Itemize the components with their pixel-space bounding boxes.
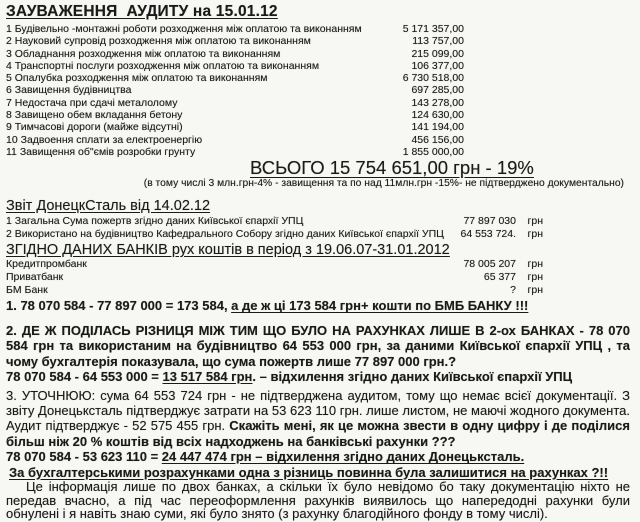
audit-item-amount: 113 757,00 [412,35,464,48]
audit-total-note: (в тому числі 3 млн.грн-4% - завищення та по над 11млн.грн -15%- не підтверджено документально) [143,178,624,190]
currency-label: грн [527,257,543,270]
deviation-donetsksteel [6,449,630,464]
bank-amount: 65 377 [483,270,516,283]
deviation-kyiv-calc: 78 070 584 - 64 553 000 = [6,369,163,385]
bank-row [6,271,630,284]
audit-item-row [6,72,630,84]
spacer [464,60,630,72]
audit-item-label: 2 Науковий супровід розходження між оплатою та виконанням [6,35,311,48]
deviation-kyiv-eparchy [6,369,630,384]
audit-item-amount: 106 377,00 [411,59,464,72]
audit-item-label: 9 Тимчасові дороги (майже відсутні) [6,121,183,134]
spacer [464,97,630,109]
finding-point-1-question: а де ж ці 173 584 грн+ кошти по БМБ БАНКУ !!! [231,298,529,314]
deviation-donetsk-result: 24 447 474 грн – відхилення згідно даних Донецьксталь. [161,449,525,465]
deviation-donetsk-calc: 78 070 584 - 53 623 110 = [6,449,162,465]
audit-item-amount: 141 194,00 [411,121,464,134]
spacer [543,228,630,241]
spacer [543,258,630,271]
audit-item-label: 4 Транспортні послуги розходження між оплатою та виконанням [6,59,320,72]
report-item-label: 1 Загальна Сума пожертв згідно даних Київської єпархії УПЦ [6,214,304,227]
closing-paragraph: Це інформація лише по двох банках, а скільки їх було невідомо бо таку документацію ніхто не передав вчасно, а під час переоформлення рахунків виявилось що напередодні рахунки були обнулені і я навіть знаю суми, які було знято (з рахунку благодійного фонду в тому числі). [6,478,630,522]
deviation-kyiv-note: . – відхилення згідно даних Київської єпархії УПЦ [252,369,573,385]
bank-amount: ? [510,284,516,297]
report-item-row [6,228,630,241]
audit-item-row [6,97,630,109]
audit-item-row [6,60,630,72]
bank-amount: 78 005 207 [463,257,516,270]
spacer [464,134,630,146]
audit-item-row [6,23,630,35]
finding-point-3 [6,388,630,450]
banks-title: ЗГІДНО ДАНИХ БАНКІВ рух коштів в період з 19.06.07-31.01.2012 [6,241,450,258]
currency-label: грн [527,270,543,283]
audit-total: ВСЬОГО 15 754 651,00 грн - 19% [250,157,534,179]
finding-point-1-calc: 1. 78 070 584 - 77 897 000 = 173 584, [6,298,232,314]
report-item-amount: 64 553 724. [460,227,516,240]
audit-item-amount: 1 855 000,00 [402,145,464,158]
currency-label: грн [527,214,543,227]
spacer [464,109,630,121]
report-item-amount: 77 897 030 [463,214,516,227]
audit-item-label: 1 Будівельно -монтажні роботи розходження між оплатою та виконанням [6,23,362,35]
deviation-kyiv-result: 13 517 584 грн [162,369,253,385]
audit-item-label: 5 Опалубка розходження між оплатою та виконанням [6,72,268,85]
spacer [464,72,630,84]
bank-row [6,284,630,297]
audit-item-label: 7 Недостача при сдачі металолому [6,96,178,109]
audit-item-row [6,35,630,47]
bank-name: Кредитпромбанк [6,257,87,270]
spacer [464,84,630,96]
audit-item-amount: 5 171 357,00 [402,23,464,35]
finding-point-3-question: Скажіть мені, як це можна звести в одну цифру і де поділися більш ніж 20 % коштів від всіх надходжень на банківські рахунки ??? [6,418,630,449]
spacer [464,121,630,133]
audit-item-label: 6 Завищення будівництва [6,84,132,97]
audit-item-row [6,84,630,96]
spacer [464,23,630,35]
audit-item-label: 8 Завищено обем вкладання бетону [6,109,183,122]
bank-row [6,258,630,271]
audit-item-row [6,48,630,60]
bank-name: Приватбанк [6,270,64,283]
spacer [543,284,630,297]
audit-item-row [6,109,630,121]
report-item-label: 2 Використано на будівництво Кафедрального Собору згідно даних Київської єпархії УПЦ [6,227,444,240]
currency-label: грн [527,227,543,240]
finding-point-1 [6,299,630,314]
audit-item-amount: 6 730 518,00 [402,72,464,85]
audit-item-row [6,121,630,133]
audit-item-amount: 697 285,00 [411,84,464,97]
audit-item-amount: 124 630,00 [411,109,464,122]
audit-item-label: 10 Задвоення сплати за електроенергію [6,133,203,146]
accounting-note: За бухгалтерськими розрахунками одна з різниць повинна була залишитися на рахунках ?!! [9,464,609,480]
audit-item-label: 11 Завищення об"ємів розробки грунту [6,145,196,158]
audit-item-row [6,134,630,146]
audit-items-list [6,23,630,158]
audit-item-amount: 215 099,00 [411,47,464,60]
report-title: Звіт ДонецкСталь від 14.02.12 [6,197,211,214]
spacer [543,271,630,284]
bank-name: БМ Банк [6,284,48,297]
audit-item-amount: 143 278,00 [411,96,464,109]
audit-item-label: 3 Обладнання розходження між оплатою та виконанням [6,47,281,60]
spacer [464,48,630,60]
currency-label: грн [527,284,543,297]
banks-list [6,258,630,298]
audit-title: ЗАУВАЖЕННЯ АУДИТУ на 15.01.12 [6,3,278,20]
spacer [543,215,630,228]
report-item-row [6,215,630,228]
spacer [464,35,630,47]
finding-point-3-text: 3. УТОЧНЮЮ: сума 64 553 724 грн - не підтверджена аудитом, тому що немає всієї документації. З звіту Донецьксталь підтверджує затрати на 53 623 110 грн. лише листом, не маючі жодного документа. Аудит підтверджує - 52 575 455 грн. [6,387,630,434]
audit-item-amount: 456 156,00 [411,133,464,146]
report-items-list [6,215,630,241]
finding-point-2: 2. ДЕ Ж ПОДІЛАСЬ РІЗНИЦЯ МІЖ ТИМ ЩО БУЛО НА РАХУНКАХ ЛИШЕ В 2-ох БАНКАХ - 78 070 584 грн та використаним на будівництво 64 553 000 грн, за даними Київської єпархії УПЦ , та чому бухгалтерія показувала, що сума пожертв лише 77 897 000 грн.? [6,322,630,369]
